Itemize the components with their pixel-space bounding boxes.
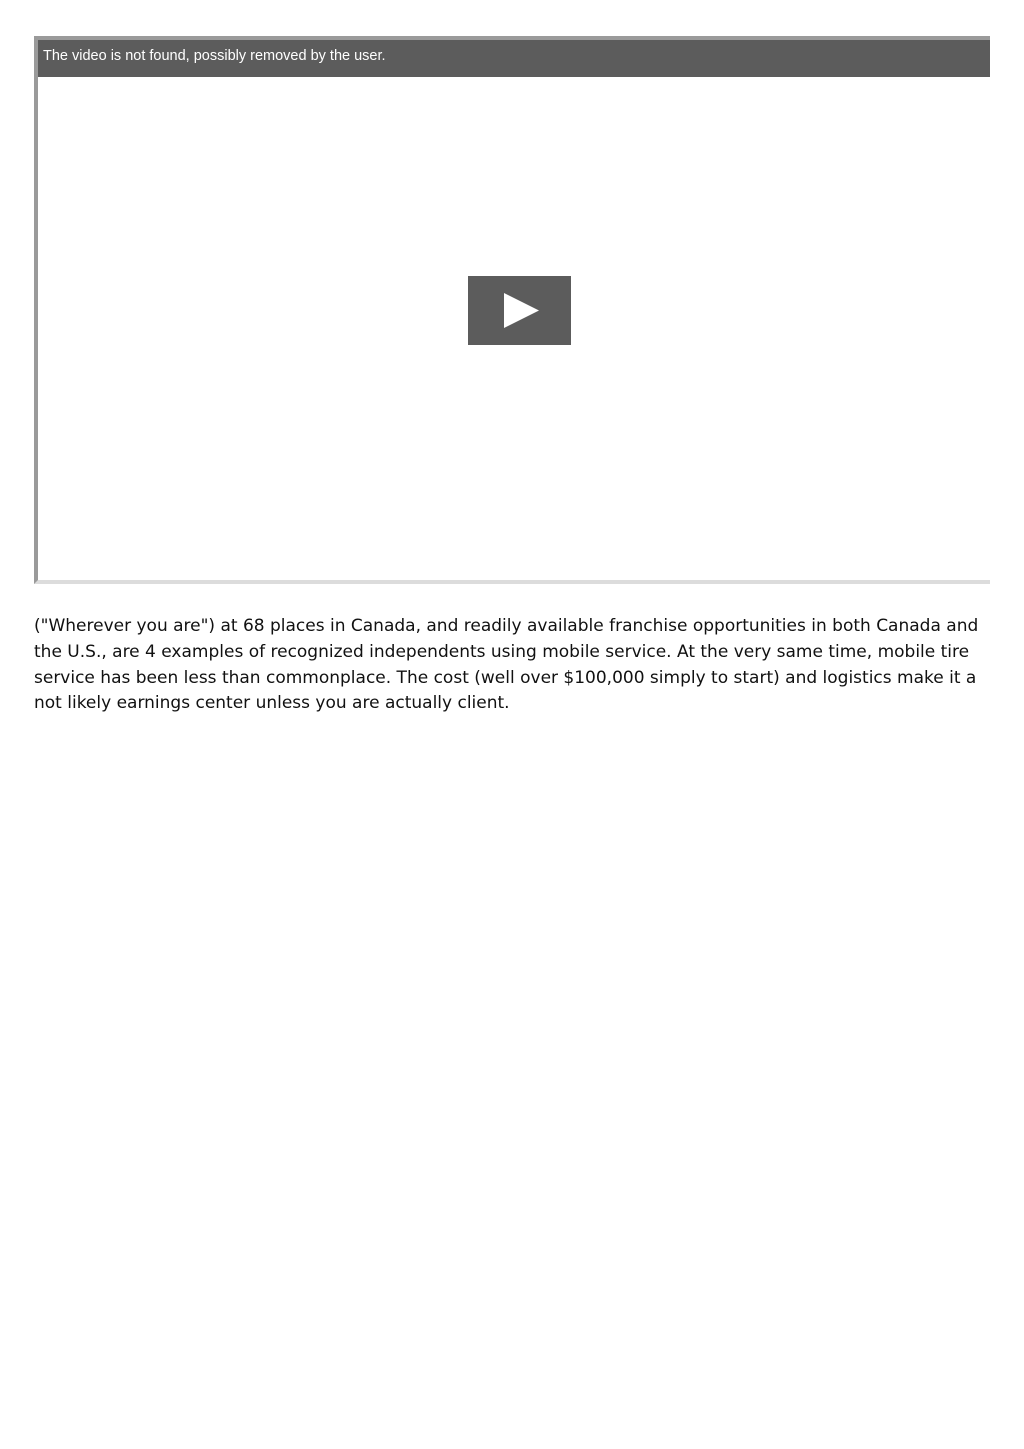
video-player: [34, 36, 990, 584]
article-paragraph: ("Wherever you are") at 68 places in Canada, and readily available franchise opportunities in both Canada and the U.S., are 4 examples of recognized independents using mobile service. At the very same time, mobile tire service has been less than commonplace. The cost (well over $100,000 simply to start) and logistics make it a not likely earnings center unless you are actually client.: [34, 616, 979, 714]
video-error-bar: [38, 40, 990, 77]
play-button[interactable]: [468, 276, 571, 345]
play-icon: [468, 276, 571, 345]
video-error-message: The video is not found, possibly removed by the user.: [43, 48, 386, 64]
